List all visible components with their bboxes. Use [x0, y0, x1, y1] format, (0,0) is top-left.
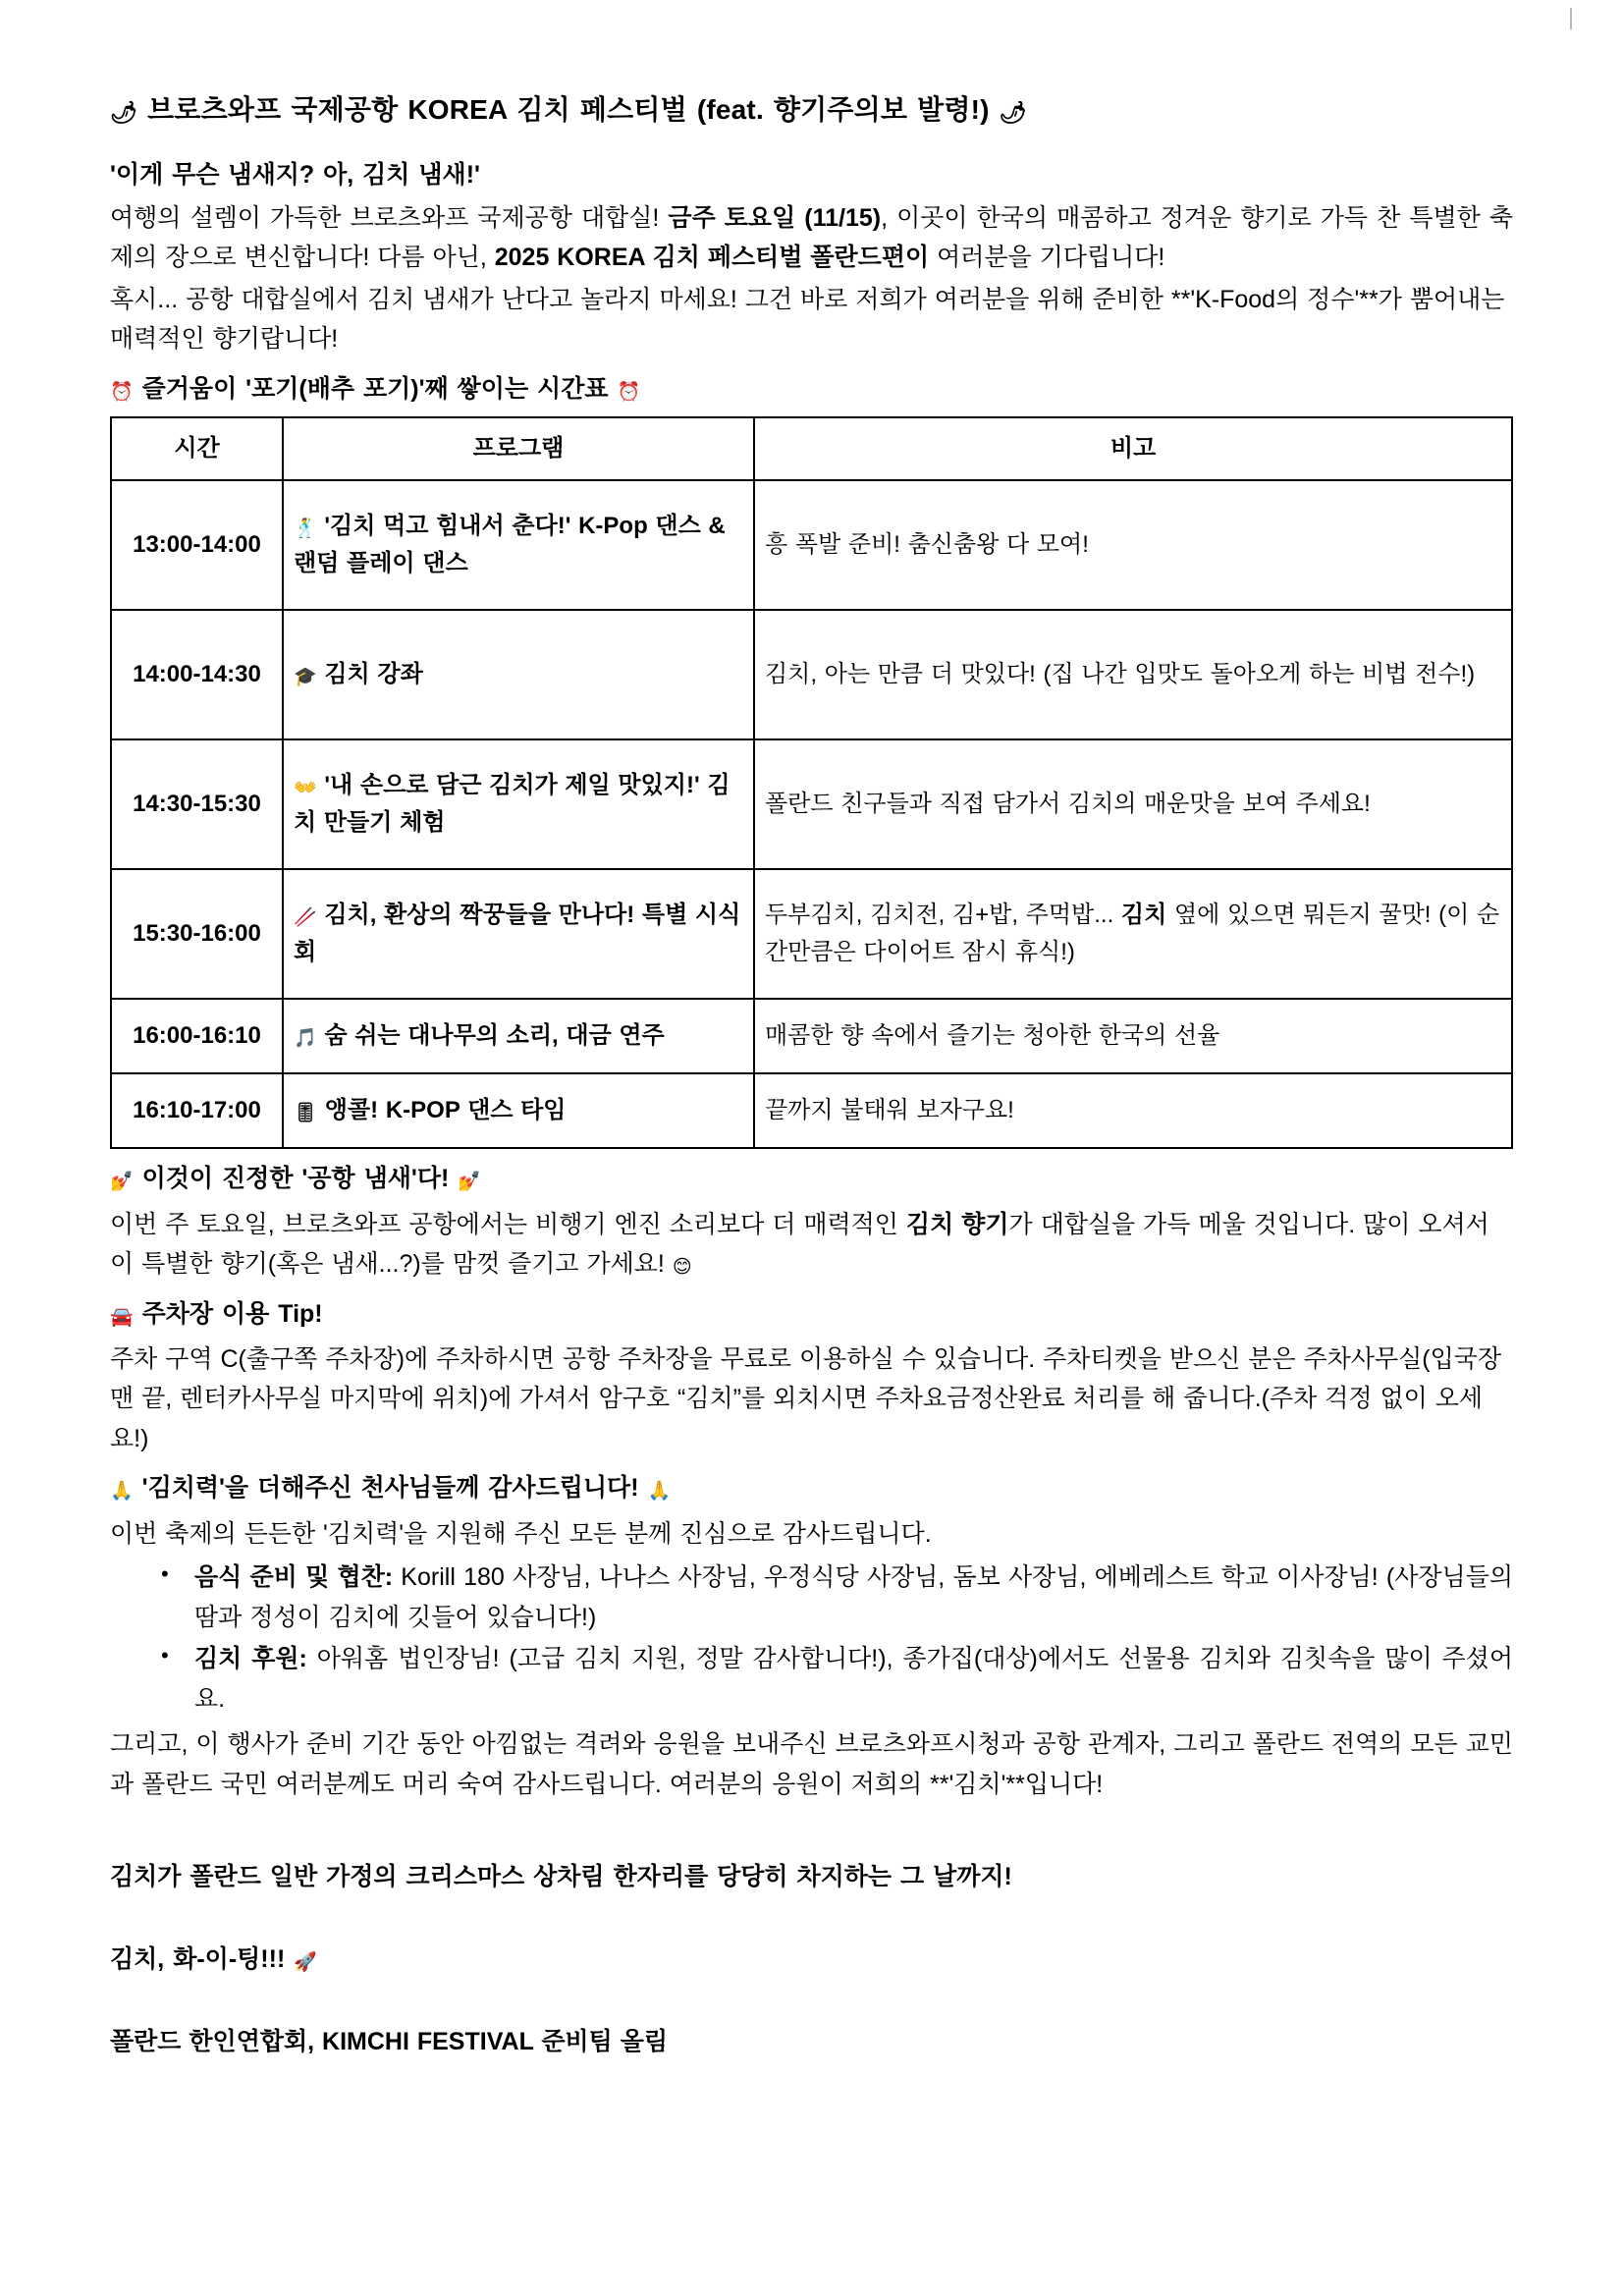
alarm-clock-icon: ⏰ [617, 380, 641, 403]
smell-p-bold: 김치 향기 [905, 1210, 1009, 1238]
intro-p1-a: 여행의 설렘이 가득한 브로츠와프 국제공항 대합실! [110, 203, 669, 232]
cell-program-text: '내 손으로 담근 김치가 제일 맛있지!' 김치 만들기 체험 [294, 772, 730, 837]
page-title [110, 92, 1513, 128]
spacer [110, 1896, 1513, 1940]
cell-program [283, 869, 754, 999]
cell-note-bold: 김치 [1120, 902, 1167, 928]
cell-note: 김치, 아는 만큼 더 맛있다! (집 나간 입맛도 돌아오게 하는 비법 전수!) [754, 610, 1512, 739]
spacer [110, 1979, 1513, 2022]
intro-p1-event: 2025 KOREA 김치 페스티벌 폴란드편이 [494, 244, 930, 272]
car-icon: 🚘 [110, 1305, 134, 1328]
credit-text: 아워홈 법인장님! (고급 김치 지원, 정말 감사합니다!), 종가집(대상)에서도 선물용 김치와 김칫속을 많이 주셨어요. [194, 1645, 1513, 1713]
table-row [111, 739, 1512, 869]
column-header-note: 비고 [754, 417, 1512, 480]
list-item [194, 1558, 1513, 1637]
cell-note [754, 869, 1512, 999]
open-hands-icon: 👐 [294, 777, 317, 798]
smiling-face-icon: 😊 [672, 1256, 692, 1279]
cell-note: 매콤한 향 속에서 즐기는 청아한 한국의 선율 [754, 999, 1512, 1073]
cell-time: 14:00-14:30 [111, 610, 283, 739]
intro-paragraph-1 [110, 198, 1513, 278]
cell-program-text: 숨 쉬는 대나무의 소리, 대금 연주 [324, 1022, 665, 1050]
nail-polish-icon: 💅 [458, 1171, 481, 1193]
thanks-intro: 이번 축제의 든든한 '김치력'을 지원해 주신 모든 분께 진심으로 감사드립니다. [110, 1519, 932, 1548]
cheer-line [110, 1940, 1513, 1979]
signoff-line: 폴란드 한인연합회, KIMCHI FESTIVAL 준비팀 올림 [110, 2028, 669, 2056]
cell-note-c: 옆에 있으면 뭐든지 꿀맛! (이 순간만큼은 다이어트 잠시 휴식!) [765, 902, 1500, 966]
chili-pepper-icon: 🌶 [999, 101, 1027, 126]
thanks-heading [110, 1470, 1513, 1505]
parking-paragraph: 주차 구역 C(출구쪽 주차장)에 주차하시면 공항 주차장을 무료로 이용하실 수 있습니다. 주차티켓을 받으신 분은 주차사무실(입국장 맨 끝, 렌터카사무실 마지막에 위치)에 가셔서 암구호 “김치”를 외치시면 주차요금정산완료 처리를 해 줍니다.(주차 걱정 없이 오세요!) [110, 1344, 1502, 1452]
cell-time: 15:30-16:00 [111, 869, 283, 999]
credits-list [110, 1558, 1513, 1719]
level-slider-icon: 🎚 [294, 1102, 318, 1124]
list-item [194, 1639, 1513, 1719]
smell-paragraph [110, 1205, 1513, 1285]
smell-p-a: 이번 주 토요일, 브로츠와프 공항에서는 비행기 엔진 소리보다 더 매력적인 [110, 1210, 906, 1238]
column-header-program: 프로그램 [283, 417, 754, 480]
cell-time: 16:00-16:10 [111, 999, 283, 1073]
thanks-closing-paragraph: 그리고, 이 행사가 준비 기간 동안 아낌없는 격려와 응원을 보내주신 브로츠와프시청과 공항 관계자, 그리고 폴란드 전역의 모든 교민과 폴란드 국민 여러분께도 머리 숙여 감사드립니다. 여러분의 응원이 저희의 **'김치'**입니다! [110, 1730, 1513, 1798]
cell-program [283, 999, 754, 1073]
chili-pepper-icon: 🌶 [110, 101, 138, 126]
folded-hands-icon: 🙏 [110, 1480, 134, 1503]
intro-paragraph-2: 혹시... 공항 대합실에서 김치 냄새가 난다고 놀라지 마세요! 그건 바로 저희가 여러분을 위해 준비한 **'K-Food의 정수'**가 뿜어내는 매력적인 향기랍니다! [110, 285, 1505, 354]
folded-hands-icon: 🙏 [647, 1480, 672, 1503]
spacer [110, 1806, 1513, 1857]
dancing-person-icon: 🕺 [294, 518, 317, 539]
cell-note-a: 두부김치, 김치전, 김+밥, 주먹밥... [765, 902, 1121, 928]
column-header-time: 시간 [111, 417, 283, 480]
cell-time: 13:00-14:00 [111, 480, 283, 610]
rocket-icon: 🚀 [294, 1951, 317, 1974]
smell-heading-text: 이것이 진정한 '공항 냄새'다! [141, 1165, 450, 1193]
closing-line: 김치가 폴란드 일반 가정의 크리스마스 상차림 한자리를 당당히 차지하는 그 날까지! [110, 1863, 1012, 1891]
cell-program-text: 김치 강좌 [324, 661, 423, 688]
parking-heading [110, 1296, 1513, 1332]
intro-p1-c: , 이곳이 한국의 매콤하고 정겨운 향기로 가득 찬 특별한 축제의 장으로 변신합니다! 다름 아닌, [110, 203, 1513, 272]
music-note-icon: 🎵 [294, 1027, 317, 1050]
schedule-heading [110, 371, 1513, 407]
cell-note: 흥 폭발 준비! 춤신춤왕 다 모여! [754, 480, 1512, 610]
credit-text: Korill 180 사장님, 나나스 사장님, 우정식당 사장님, 돔보 사장님, 에베레스트 학교 이사장님! (사장님들의 땀과 정성이 김치에 깃들어 있습니다!) [194, 1563, 1513, 1631]
parking-heading-text: 주차장 이용 Tip! [141, 1299, 323, 1328]
intro-heading: '이게 무슨 냄새지? 아, 김치 냄새!' [110, 160, 480, 189]
cell-program [283, 739, 754, 869]
cell-program-text: '김치 먹고 힘내서 춘다!' K-Pop 댄스 & 랜덤 플레이 댄스 [294, 513, 726, 577]
cell-time: 16:10-17:00 [111, 1073, 283, 1148]
cell-note: 끝까지 불태워 보자구요! [754, 1073, 1512, 1148]
table-header-row [111, 417, 1512, 480]
schedule-heading-text: 즐거움이 '포기(배추 포기)'째 쌓이는 시간표 [141, 374, 609, 403]
cell-note: 폴란드 친구들과 직접 담가서 김치의 매운맛을 보여 주세요! [754, 739, 1512, 869]
intro-p1-date: 금주 토요일 (11/15) [668, 203, 882, 232]
cell-program [283, 1073, 754, 1148]
alarm-clock-icon: ⏰ [110, 380, 134, 403]
intro-p1-e: 여러분을 기다립니다! [929, 244, 1165, 272]
chopsticks-icon: 🥢 [294, 906, 317, 928]
page-title-text: 브로츠와프 국제공항 KOREA 김치 페스티벌 (feat. 향기주의보 발령!) [147, 94, 990, 125]
cell-program [283, 480, 754, 610]
table-row [111, 1073, 1512, 1148]
smell-p-c: 가 대합실을 가득 메울 것입니다. 많이 오셔서 이 특별한 향기(혹은 냄새...?)를 맘껏 즐기고 가세요! [110, 1210, 1489, 1279]
scan-corner-mark [1570, 8, 1572, 29]
cell-program-text: 앵콜! K-POP 댄스 타임 [324, 1097, 567, 1124]
table-row [111, 610, 1512, 739]
credit-label: 김치 후원: [194, 1645, 307, 1673]
cell-program [283, 610, 754, 739]
cell-time: 14:30-15:30 [111, 739, 283, 869]
schedule-table [110, 416, 1513, 1149]
credit-label: 음식 준비 및 협찬: [194, 1563, 394, 1592]
cheer-text: 김치, 화-이-팅!!! [110, 1945, 286, 1974]
smell-heading [110, 1161, 1513, 1196]
thanks-heading-text: '김치력'을 더해주신 천사님들께 감사드립니다! [141, 1474, 639, 1503]
table-row [111, 480, 1512, 610]
table-row [111, 999, 1512, 1073]
cell-program-text: 김치, 환상의 짝꿍들을 만나다! 특별 시식회 [294, 902, 741, 966]
table-row [111, 869, 1512, 999]
nail-polish-icon: 💅 [110, 1171, 134, 1193]
graduation-cap-icon: 🎓 [294, 666, 317, 688]
